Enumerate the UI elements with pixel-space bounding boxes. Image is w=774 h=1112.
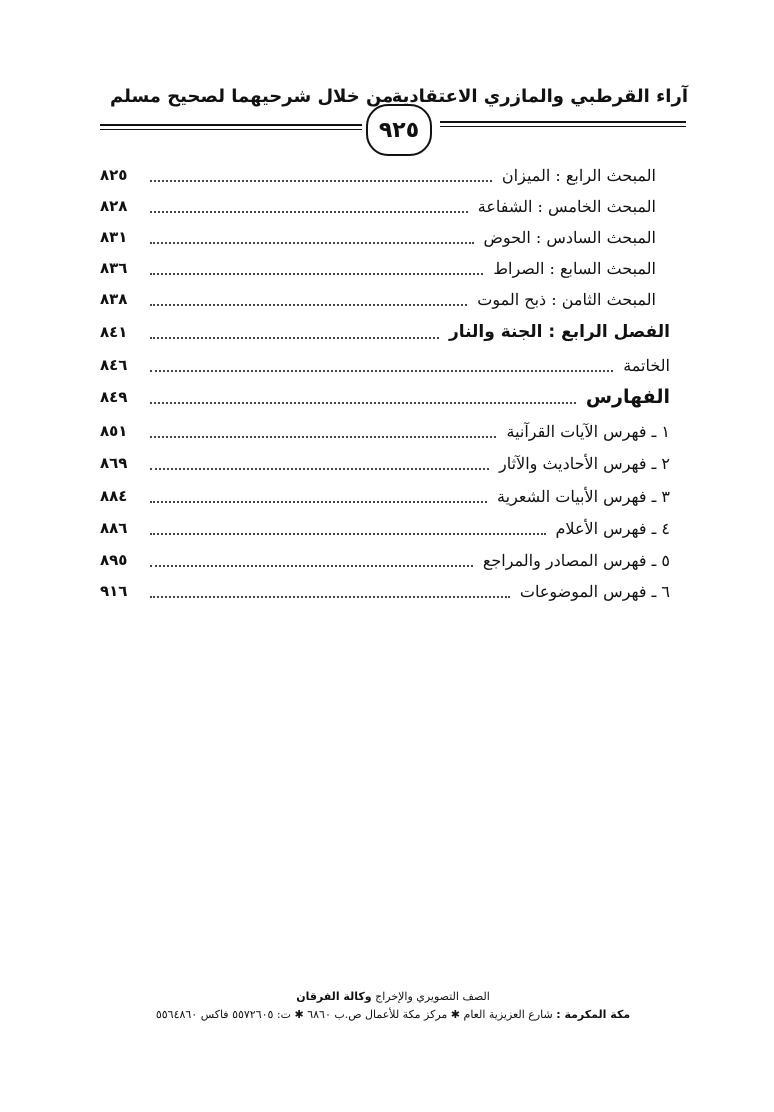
toc-title: المبحث الخامس : الشفاعة [477,196,656,216]
footer-line-2 [150,1008,636,1021]
footer-line-1 [150,990,636,1003]
toc-row [100,576,670,606]
toc-row [100,448,670,478]
toc-title: المبحث الرابع : الميزان [501,165,656,185]
toc-row [100,317,670,347]
toc-page-number: ٨٤١ [100,323,128,341]
toc-page-number: ٨٣١ [100,228,128,246]
toc-page-number: ٨٨٦ [100,519,128,537]
toc-leader-dots [150,180,492,182]
toc-page-number: ٩١٦ [100,582,128,600]
header-rule-right-bottom [440,126,686,127]
toc-title: ٤ ـ فهرس الأعلام [555,518,670,538]
toc-title: الخاتمة [623,355,670,375]
running-header-left: من خلال شرحيهما لصحيح مسلم [110,86,394,107]
toc-page-number: ٨٥١ [100,422,128,440]
toc-row [100,350,670,380]
toc-row [100,191,670,221]
toc-page-number: ٨٨٤ [100,487,128,505]
header-rule-right-top [440,121,686,123]
toc-page-number: ٨٢٨ [100,197,128,215]
toc-leader-dots [150,337,439,339]
page-number-badge: ٩٢٥ [366,104,432,156]
toc-row [100,416,670,446]
toc-title: المبحث السابع : الصراط [493,258,656,278]
footer-address: شارع العزيزية العام ✱ مركز مكة للأعمال ص.ب ٦٨٦٠ ✱ ت: ٥٥٧٢٦٠٥ فاكس ٥٥٦٤٨٦٠ [155,1008,553,1021]
toc-leader-dots [150,273,483,275]
toc-row [100,284,670,314]
toc-leader-dots [150,533,546,535]
toc-title: المبحث الثامن : ذبح الموت [477,289,656,309]
toc-leader-dots [150,468,489,470]
toc-leader-dots [150,211,468,213]
toc-leader-dots [150,370,613,372]
toc-page-number: ٨٣٨ [100,290,128,308]
footer-prefix: الصف التصويري والإخراج [375,990,490,1003]
toc-page-number: ٨٤٩ [100,388,128,406]
footer-company: وكالة الفرقان [296,990,372,1003]
toc-title: ٢ ـ فهرس الأحاديث والآثار [499,453,670,473]
toc-title: الفهارس [585,386,670,408]
toc-page-number: ٨٣٦ [100,259,128,277]
toc-title: الفصل الرابع : الجنة والنار [448,322,670,342]
toc-title: ٥ ـ فهرس المصادر والمراجع [482,550,670,570]
toc-page-number: ٨٢٥ [100,166,128,184]
toc-title: المبحث السادس : الحوض [483,227,656,247]
toc-row [100,513,670,543]
toc-row [100,222,670,252]
running-header-right: آراء القرطبي والمازري الاعتقادية [391,86,688,107]
toc-row [100,382,670,412]
toc-page-number: ٨٩٥ [100,551,128,569]
toc-leader-dots [150,501,487,503]
toc-leader-dots [150,436,496,438]
toc-leader-dots [150,565,473,567]
footer-city: مكة المكرمة : [556,1008,631,1021]
toc-page-number: ٨٦٩ [100,454,128,472]
toc-leader-dots [150,242,474,244]
toc-row [100,160,670,190]
toc-leader-dots [150,304,467,306]
toc-leader-dots [150,596,510,598]
toc-row [100,481,670,511]
toc-row [100,253,670,283]
toc-title: ٣ ـ فهرس الأبيات الشعرية [497,486,670,506]
toc-title: ٦ ـ فهرس الموضوعات [519,581,670,601]
toc-leader-dots [150,402,576,404]
toc-page-number: ٨٤٦ [100,356,128,374]
header-rule-left-top [100,124,362,126]
toc-row [100,545,670,575]
toc-title: ١ ـ فهرس الآيات القرآنية [506,421,670,441]
header-rule-left-bottom [100,129,362,130]
